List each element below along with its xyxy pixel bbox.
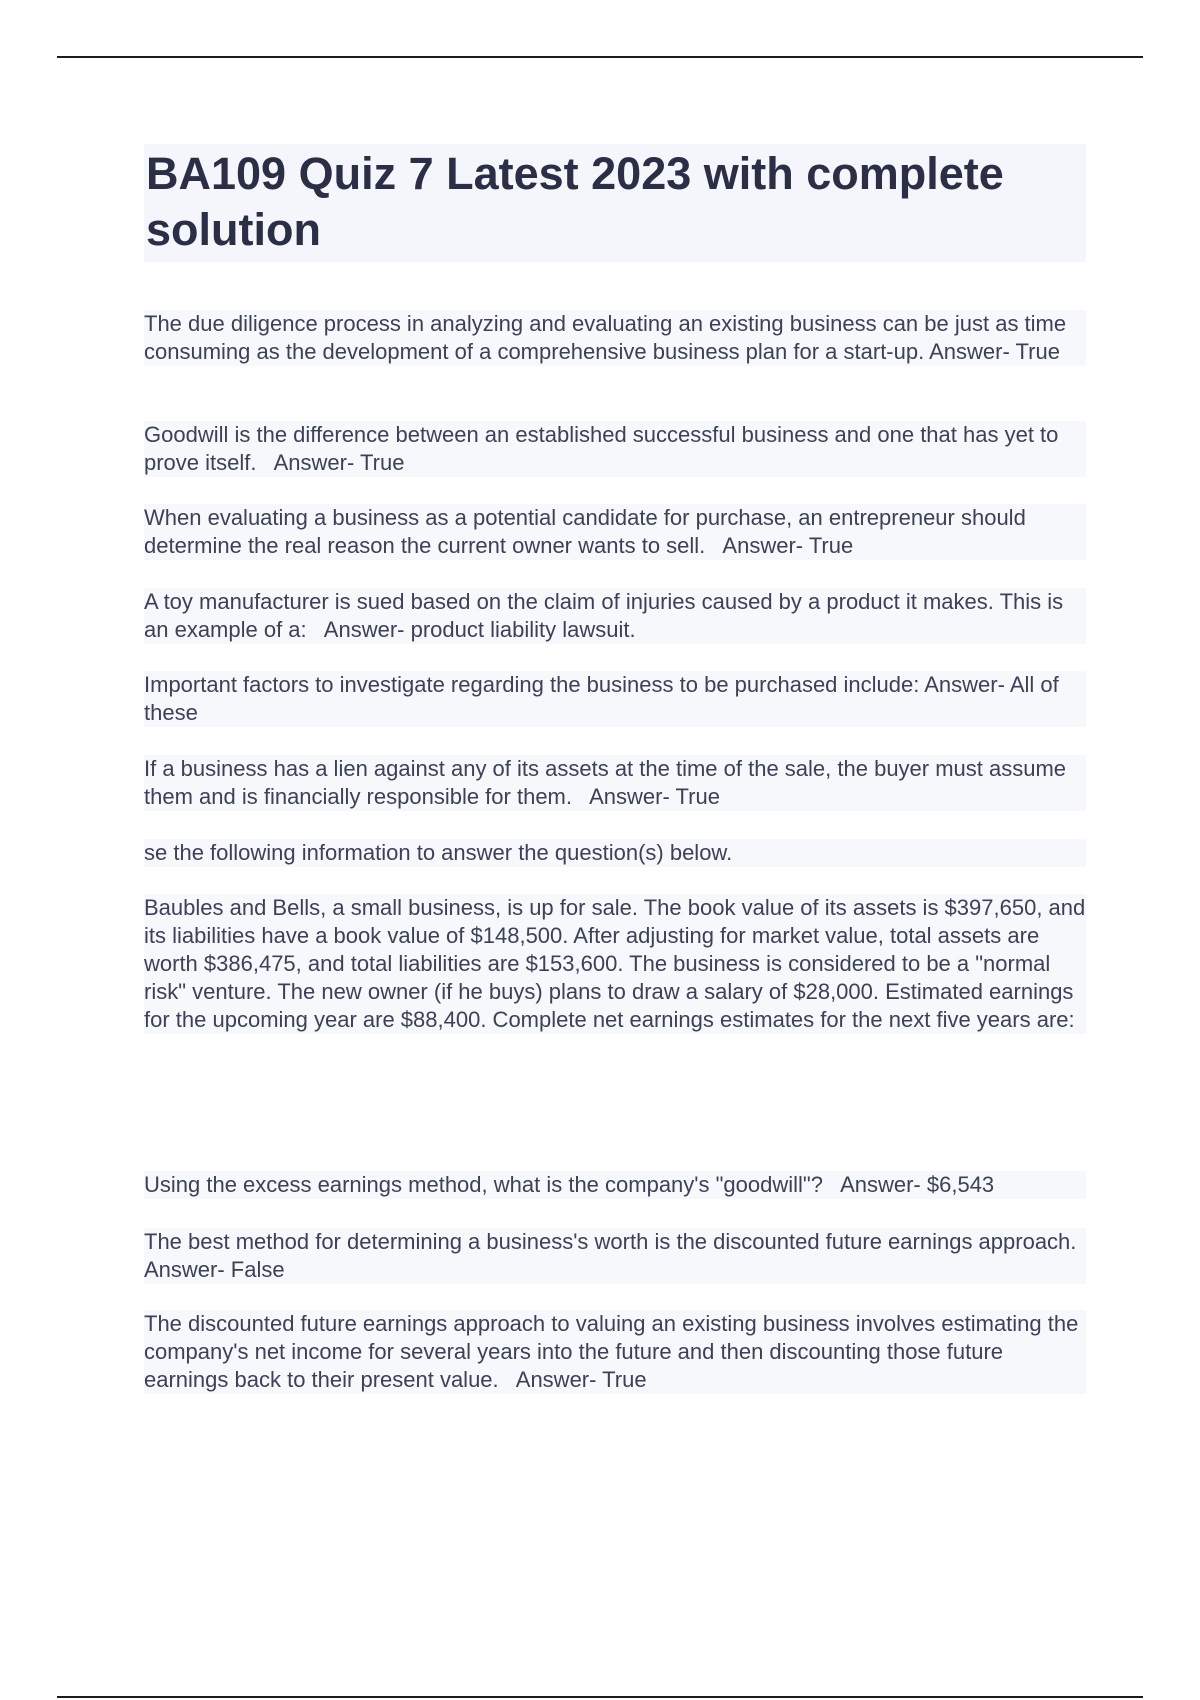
top-rule <box>57 56 1143 58</box>
info-intro: se the following information to answer the question(s) below. <box>144 839 1086 867</box>
question-8: The best method for determining a business's worth is the discounted future earnings approach. Answer- False <box>144 1229 1095 1282</box>
question-3: When evaluating a business as a potential candidate for purchase, an entrepreneur should determine the real reason the current owner wants to sell. Answer- True <box>144 504 1086 560</box>
question-4: A toy manufacturer is sued based on the claim of injuries caused by a product it makes. This is an example of a: Answer- product liability lawsuit. <box>144 588 1086 644</box>
title-block <box>144 144 1086 262</box>
question-6: If a business has a lien against any of its assets at the time of the sale, the buyer must assume them and is financially responsible for them. Answer- True <box>144 755 1086 811</box>
bottom-rule <box>57 1696 1143 1698</box>
question-5: Important factors to investigate regarding the business to be purchased include: Answer- All of these <box>144 671 1086 727</box>
question-7: Using the excess earnings method, what is the company's "goodwill"? Answer- $6,543 <box>144 1171 1086 1199</box>
document-title: BA109 Quiz 7 Latest 2023 with complete solution <box>146 148 1004 255</box>
question-9: The discounted future earnings approach to valuing an existing business involves estimating the company's net income for several years into the future and then discounting those future earnings back to their present value. Answer- True <box>144 1311 1085 1392</box>
question-1: The due diligence process in analyzing and evaluating an existing business can be just as time consuming as the development of a comprehensive business plan for a start-up. Answer- True <box>144 310 1086 366</box>
question-2: Goodwill is the difference between an established successful business and one that has yet to prove itself. Answer- True <box>144 421 1086 477</box>
info-paragraph: Baubles and Bells, a small business, is up for sale. The book value of its assets is $397,650, and its liabilities have a book value of $148,500. After adjusting for market value, total assets are worth $386,475, and total liabilities are $153,600. The business is considered to be a "normal risk" venture. The new owner (if he buys) plans to draw a salary of $28,000. Estimated earnings for the upcoming year are $88,400. Complete net earnings estimates for the next five years are: <box>144 895 1092 1032</box>
